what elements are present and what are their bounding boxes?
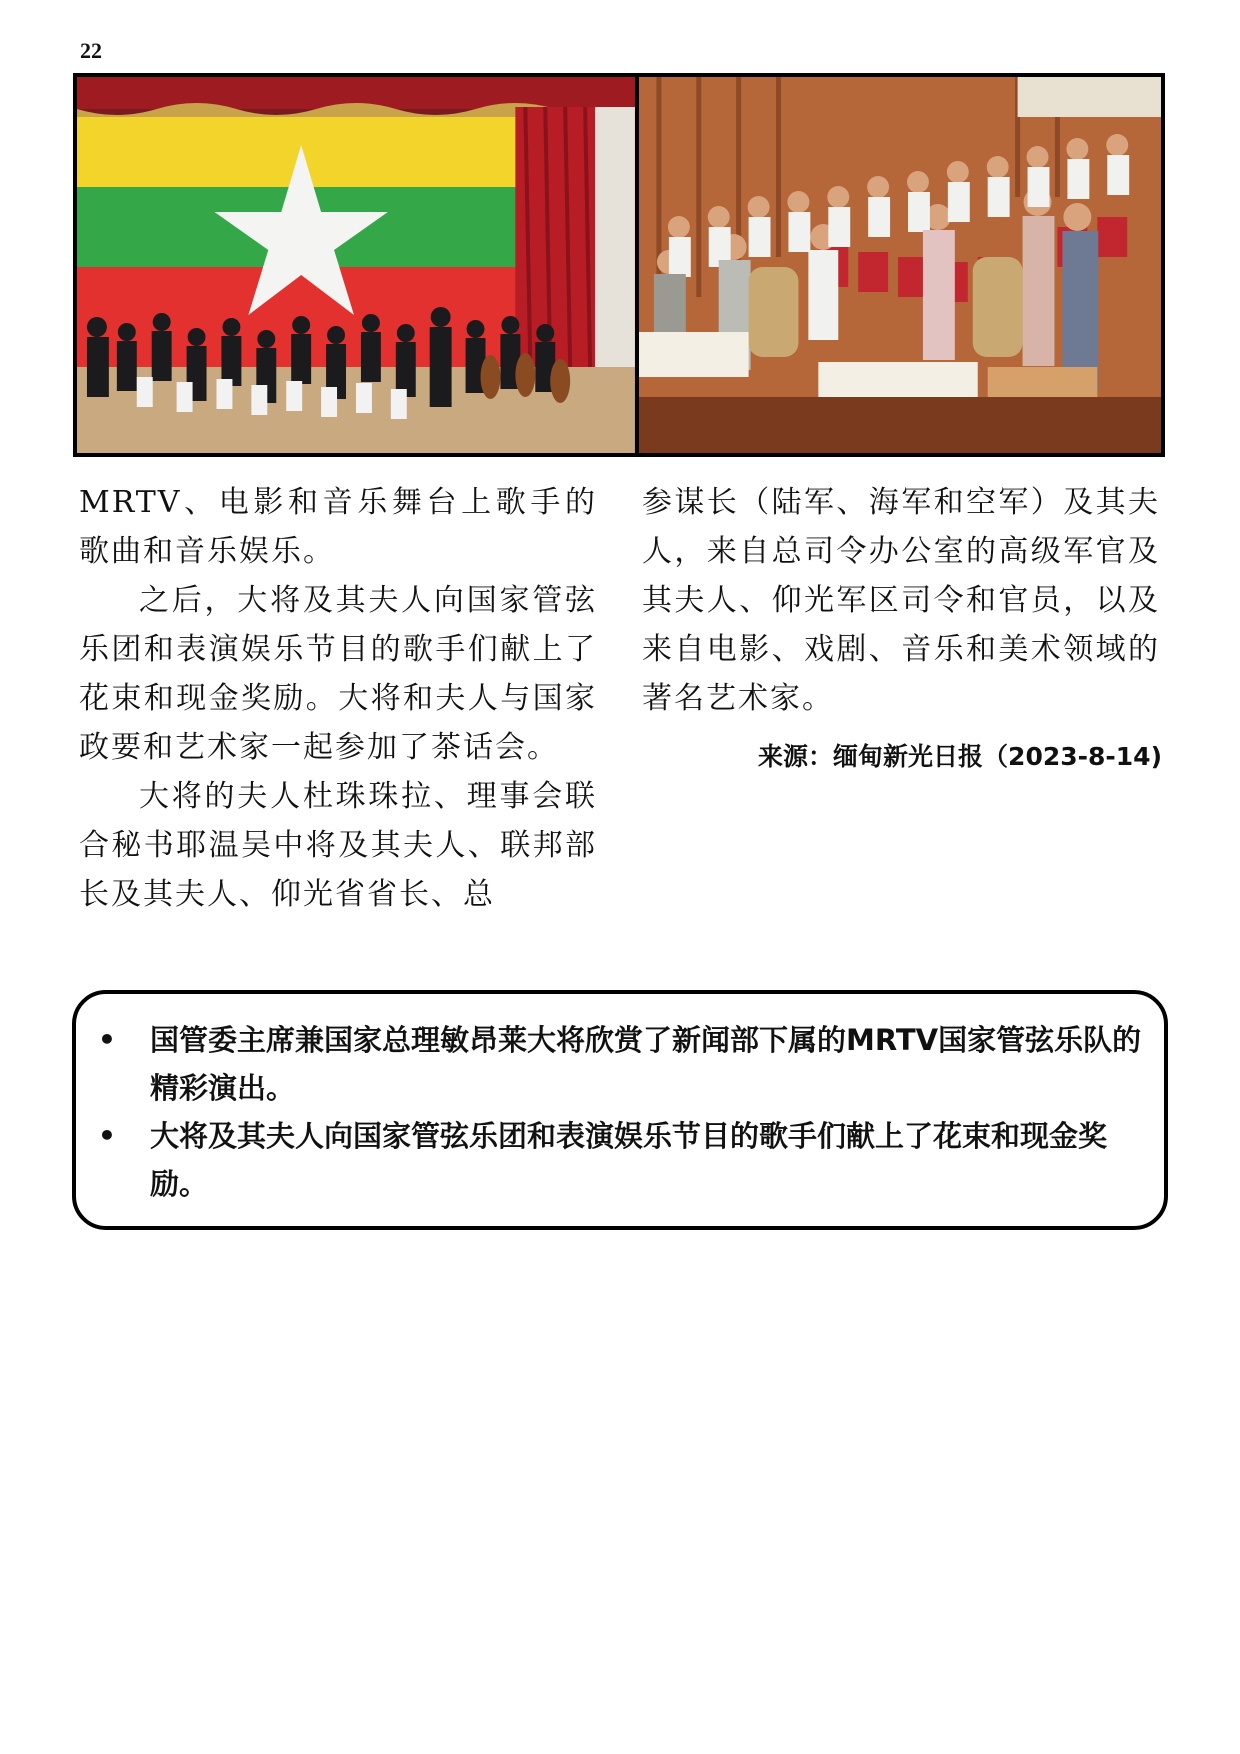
summary-bullet-item — [98, 1112, 1142, 1208]
summary-bullet-item — [98, 1016, 1142, 1112]
woman-pink-dress — [923, 230, 955, 360]
page-number: 22 — [80, 38, 102, 63]
article-left-column — [79, 478, 597, 919]
summary-list — [98, 1016, 1142, 1208]
audience-photo — [639, 77, 1161, 453]
ceiling-light — [1018, 77, 1161, 117]
stage-side-wall — [595, 107, 635, 367]
bullet-icon: • — [98, 1119, 116, 1152]
article-paragraph: MRTV、电影和音乐舞台上歌手的歌曲和音乐娱乐。 — [79, 485, 597, 569]
article-paragraph: 之后，大将及其夫人向国家管弦乐团和表演娱乐节目的歌手们献上了花束和现金奖励。大将和夫人与国家政要和艺术家一起参加了茶话会。 — [79, 583, 597, 765]
floor — [639, 397, 1161, 453]
summary-box — [72, 990, 1168, 1230]
orchestra-photo-illustration — [77, 77, 635, 453]
article-right-column — [642, 478, 1160, 723]
photo-strip — [73, 73, 1165, 457]
audience-photo-illustration — [639, 77, 1161, 453]
bullet-icon: • — [98, 1023, 116, 1056]
article-paragraph: 大将的夫人杜珠珠拉、理事会联合秘书耶温吴中将及其夫人、联邦部长及其夫人、仰光省省长、总 — [79, 779, 597, 912]
article-source: 来源：缅甸新光日报（2023-8-14) — [758, 742, 1162, 771]
cello-instruments — [481, 353, 571, 403]
summary-bullet-text: 大将及其夫人向国家管弦乐团和表演娱乐节目的歌手们献上了花束和现金奖励。 — [150, 1119, 1108, 1201]
summary-bullet-text: 国管委主席兼国家总理敏昂莱大将欣赏了新闻部下属的MRTV国家管弦乐队的精彩演出。 — [150, 1023, 1142, 1105]
orchestra-photo — [77, 77, 635, 453]
article-paragraph: 参谋长（陆军、海军和空军）及其夫人，来自总司令办公室的高级军官及其夫人、仰光军区司令和官员，以及来自电影、戏剧、音乐和美术领域的著名艺术家。 — [642, 485, 1160, 716]
